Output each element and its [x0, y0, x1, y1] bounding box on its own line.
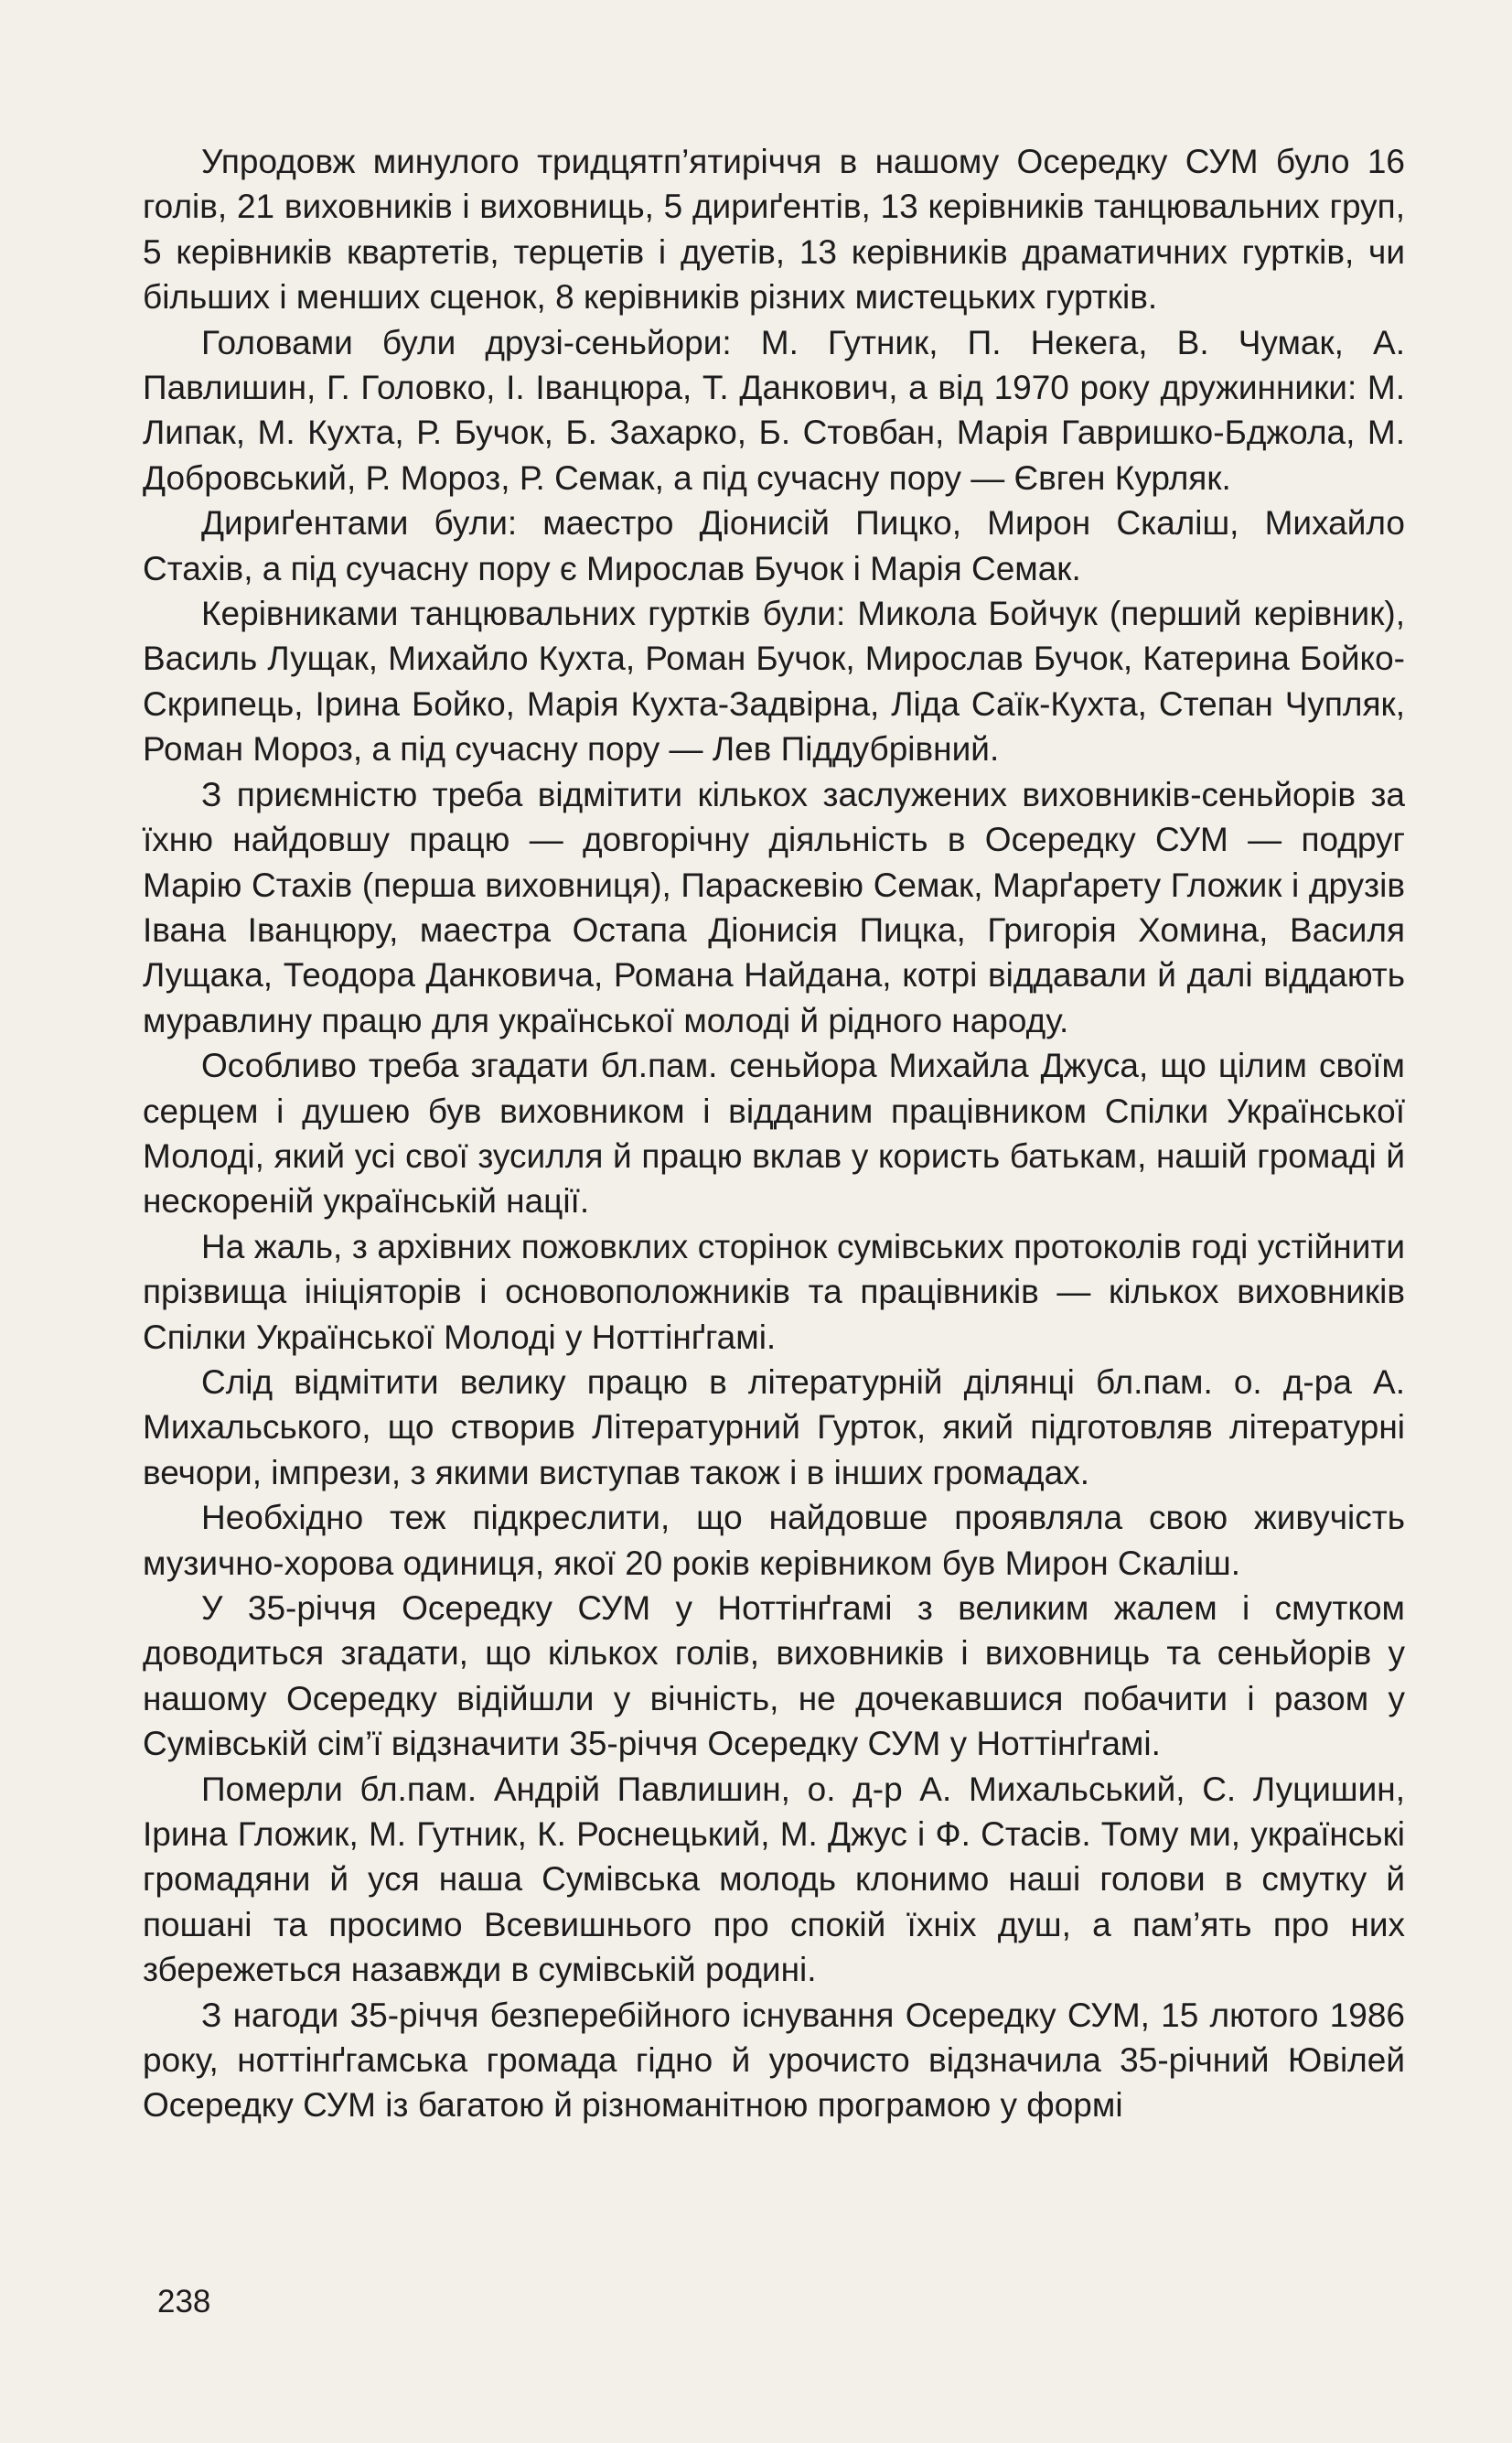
paragraph-3: Дириґентами були: маестро Діонисій Пицко, Мирон Скаліш, Михайло Стахів, а під сучасну пору є Мирослав Бучок і Марія Семак.	[143, 504, 1405, 587]
paragraph-5: З приємністю треба відмітити кількох заслужених виховників-сеньйорів за їхню найдовшу працю — довгорічну діяльність в Осередку СУМ — подруг Марію Стахів (перша виховниця), Параскевію Семак, Марґарету Гложик і друзів Івана Іванцюру, маестра Остапа Діонисія Пицка, Григорія Хомина, Василя Лущака, Теодора Данковича, Романа Найдана, котрі віддавали й далі віддають муравлину працю для української молоді й рідного народу.	[143, 775, 1405, 1039]
paragraph-10: У 35-річчя Осередку СУМ у Ноттінґгамі з великим жалем і смутком доводиться згадати, що кількох голів, виховників і виховниць та сеньйорів у нашому Осередку відійшли у вічність, не дочекавшися побачити і разом у Сумівській сім’ї відзначити 35-річчя Осередку СУМ у Ноттінґгамі.	[143, 1589, 1405, 1763]
paragraph-8: Слід відмітити велику працю в літературній ділянці бл.пам. о. д-ра А. Михальського, що створив Літературний Гурток, який підготовляв літературні вечори, імпрези, з якими виступав також і в інших громадах.	[143, 1362, 1405, 1491]
paragraph-7: На жаль, з архівних пожовклих сторінок сумівських протоколів годі устійнити прізвища ініціяторів і основоположників та працівників — кількох виховників Спілки Української Молоді у Ноттінґгамі.	[143, 1227, 1405, 1356]
paragraph-1: Упродовж минулого тридцятп’ятиріччя в нашому Осередку СУМ було 16 голів, 21 виховників і виховниць, 5 дириґентів, 13 керівників танцювальних груп, 5 керівників квартетів, терцетів і дуетів, 13 керівників драматичних гуртків, чи більших і менших сценок, 8 керівників різних мистецьких гуртків.	[143, 143, 1405, 317]
body-text	[143, 139, 1405, 2128]
paragraph-2: Головами були друзі-сеньйори: М. Гутник, П. Некега, В. Чумак, А. Павлишин, Г. Головко, І. Іванцюра, Т. Данкович, а від 1970 року дружинники: М. Липак, М. Кухта, Р. Бучок, Б. Захарко, Б. Стовбан, Марія Гавришко-Бджола, М. Добровський, Р. Мороз, Р. Семак, а під сучасну пору — Євген Курляк.	[143, 323, 1405, 497]
paragraph-6: Особливо треба згадати бл.пам. сеньйора Михайла Джуса, що цілим своїм серцем і душею був виховником і відданим працівником Спілки Української Молоді, який усі свої зусилля й працю вклав у користь батькам, нашій громаді й нескореній українській нації.	[143, 1047, 1405, 1221]
paragraph-4: Керівниками танцювальних гуртків були: Микола Бойчук (перший керівник), Василь Лущак, Михайло Кухта, Роман Бучок, Мирослав Бучок, Катерина Бойко-Скрипець, Ірина Бойко, Марія Кухта-Задвірна, Ліда Саїк-Кухта, Степан Чупляк, Роман Мороз, а під сучасну пору — Лев Піддубрівний.	[143, 595, 1405, 769]
paragraph-11: Померли бл.пам. Андрій Павлишин, о. д-р А. Михальський, С. Луцишин, Ірина Гложик, М. Гутник, К. Роснецький, М. Джус і Ф. Стасів. Тому ми, українські громадяни й уся наша Сумівська молодь клонимо наші голови в смутку й пошані та просимо Всевишнього про спокій їхніх душ, а пам’ять про них збережеться назавжди в сумівській родині.	[143, 1770, 1405, 1989]
page-number: 238	[157, 2284, 211, 2319]
paragraph-9: Необхідно теж підкреслити, що найдовше проявляла свою живучість музично-хорова одиниця, якої 20 років керівником був Мирон Скаліш.	[143, 1499, 1405, 1582]
paragraph-12: З нагоди 35-річчя безперебійного існування Осередку СУМ, 15 лютого 1986 року, ноттінґгамська громада гідно й урочисто відзначила 35-річний Ювілей Осередку СУМ із багатою й різноманітною програмою у формі	[143, 1996, 1405, 2125]
